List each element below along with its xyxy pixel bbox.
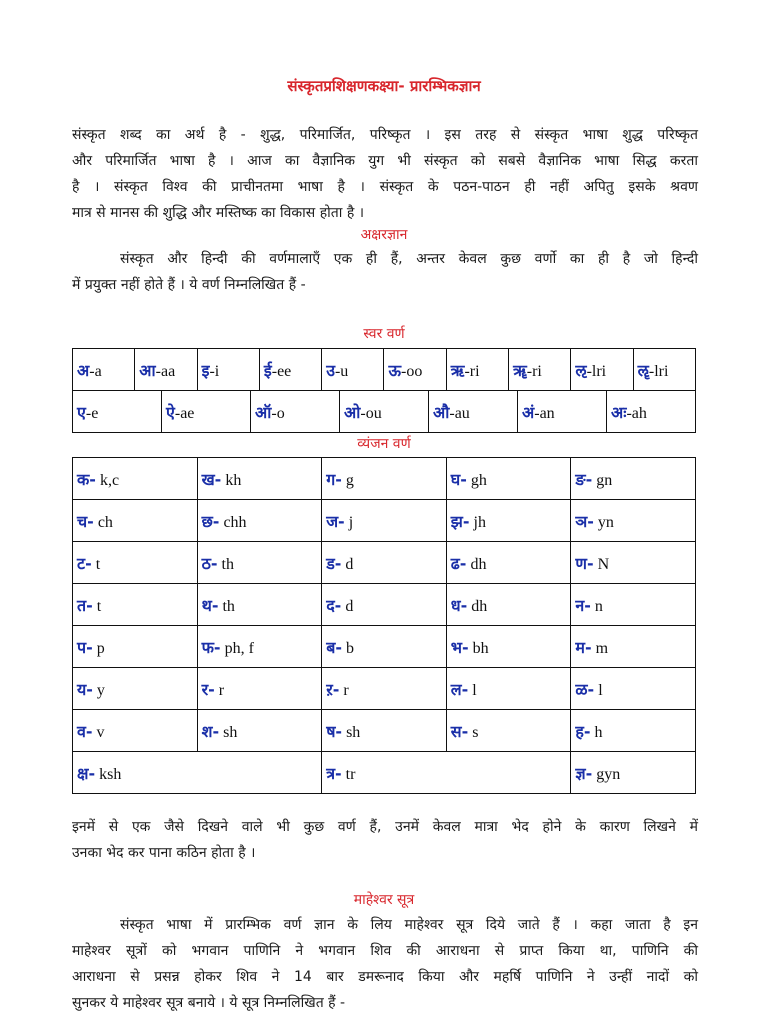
roman-transliteration: j (344, 513, 354, 531)
roman-transliteration: kh (221, 471, 242, 489)
letter-cell (73, 584, 198, 626)
vyanjan-row (73, 542, 696, 584)
letter-cell (322, 752, 571, 794)
akshar-heading: अक्षरज्ञान (360, 227, 408, 243)
note-paragraph (72, 814, 698, 866)
roman-transliteration: N (593, 555, 610, 573)
letter-cell (571, 458, 696, 500)
roman-transliteration: chh (219, 513, 247, 531)
roman-transliteration: -oo (401, 362, 423, 380)
roman-transliteration: jh (469, 513, 486, 531)
roman-transliteration: -aa (155, 362, 176, 380)
roman-transliteration: ksh (95, 765, 122, 783)
letter-cell (607, 391, 696, 433)
devanagari-letter: ष- (326, 721, 343, 741)
letter-cell (384, 349, 446, 391)
letter-cell (197, 710, 322, 752)
vyanjan-row (73, 500, 696, 542)
letter-cell (446, 584, 571, 626)
letter-cell (322, 458, 447, 500)
roman-transliteration: gh (466, 471, 487, 489)
intro-line: और परिमार्जित भाषा है । आज का वैज्ञानिक युग भी संस्कृत को सबसे वैज्ञानिक भाषा सिद्ध करता (72, 153, 698, 169)
devanagari-letter: श- (201, 721, 220, 741)
letter-cell (446, 458, 571, 500)
akshar-line: में प्रयुक्त नहीं होते हैं । ये वर्ण निम्नलिखित हैं - (72, 277, 306, 293)
intro-line: मात्र से मानस की शुद्धि और मस्तिष्क का विकास होता है । (72, 205, 365, 221)
devanagari-letter: ई (263, 360, 272, 380)
letter-cell (322, 668, 447, 710)
devanagari-letter: ज- (326, 511, 345, 531)
letter-cell (197, 626, 322, 668)
vyanjan-row (73, 626, 696, 668)
devanagari-letter: घ- (450, 469, 467, 489)
devanagari-letter: स- (450, 721, 469, 741)
devanagari-letter: ख- (201, 469, 222, 489)
roman-transliteration: -ou (360, 404, 382, 422)
letter-cell (571, 752, 696, 794)
roman-transliteration: p (92, 639, 105, 657)
letter-cell (571, 584, 696, 626)
roman-transliteration: gn (592, 471, 613, 489)
roman-transliteration: -ee (271, 362, 292, 380)
letter-cell (446, 668, 571, 710)
devanagari-letter: अः (611, 402, 627, 422)
devanagari-letter: म- (575, 637, 592, 657)
roman-transliteration: r (339, 681, 349, 699)
letter-cell (73, 710, 198, 752)
letter-cell (322, 542, 447, 584)
akshar-paragraph (72, 246, 698, 298)
devanagari-letter: आ (139, 360, 156, 380)
devanagari-letter: ऌ (575, 360, 587, 380)
devanagari-letter: इ (201, 360, 210, 380)
letter-cell (197, 668, 322, 710)
roman-transliteration: -u (334, 362, 349, 380)
roman-transliteration: v (92, 723, 105, 741)
vyanjan-table (72, 457, 696, 794)
letter-cell (73, 542, 198, 584)
roman-transliteration: r (214, 681, 225, 699)
letter-cell (340, 391, 429, 433)
intro-line: है । संस्कृत विश्व की प्राचीनतमा भाषा है । संस्कृत के पठन-पाठन ही नहीं अपितु इसके श्रवण (72, 179, 698, 195)
roman-transliteration: y (92, 681, 105, 699)
roman-transliteration: sh (342, 723, 361, 741)
letter-cell (571, 710, 696, 752)
swar-row (73, 349, 696, 391)
devanagari-letter: ण- (575, 553, 594, 573)
letter-cell (322, 500, 447, 542)
devanagari-letter: ऱ- (326, 679, 340, 699)
intro-paragraph (72, 122, 698, 226)
devanagari-letter: ल- (450, 679, 469, 699)
devanagari-letter: भ- (450, 637, 469, 657)
roman-transliteration: sh (219, 723, 238, 741)
letter-cell (197, 542, 322, 584)
letter-cell (197, 349, 259, 391)
letter-cell (197, 584, 322, 626)
letter-cell (571, 626, 696, 668)
letter-cell (197, 500, 322, 542)
vyanjan-heading: व्यंजन वर्ण (357, 436, 411, 452)
devanagari-letter: ञ- (575, 511, 594, 531)
roman-transliteration: dh (466, 555, 487, 573)
devanagari-letter: य- (77, 679, 93, 699)
devanagari-letter: थ- (201, 595, 219, 615)
letter-cell (162, 391, 251, 433)
roman-transliteration: k,c (95, 471, 120, 489)
roman-transliteration: -ri (526, 362, 542, 380)
roman-transliteration: n (590, 597, 603, 615)
roman-transliteration: tr (341, 765, 356, 783)
letter-cell (73, 349, 135, 391)
devanagari-letter: प- (77, 637, 93, 657)
letter-cell (446, 542, 571, 584)
letter-cell (429, 391, 518, 433)
roman-transliteration: -o (271, 404, 285, 422)
swar-row-1-table (72, 348, 696, 391)
devanagari-letter: औ (433, 402, 450, 422)
maheshwar-line: माहेश्वर सूत्रों को भगवान पाणिनि ने भगवान शिव की आराधना से प्राप्त किया था, पाणिनि की (72, 943, 698, 959)
devanagari-letter: ॡ (637, 360, 649, 380)
roman-transliteration: -ah (626, 404, 647, 422)
vyanjan-row (73, 458, 696, 500)
roman-transliteration: d (341, 555, 354, 573)
letter-cell (571, 668, 696, 710)
devanagari-letter: न- (575, 595, 591, 615)
devanagari-letter: क- (77, 469, 96, 489)
devanagari-letter: ळ- (575, 679, 595, 699)
letter-cell (571, 542, 696, 584)
letter-cell (446, 626, 571, 668)
roman-transliteration: -lri (586, 362, 607, 380)
devanagari-letter: उ (326, 360, 335, 380)
letter-cell (509, 349, 571, 391)
devanagari-letter: ठ- (201, 553, 218, 573)
roman-transliteration: -e (85, 404, 99, 422)
devanagari-letter: ऐ (166, 402, 175, 422)
roman-transliteration: g (341, 471, 354, 489)
devanagari-letter: ऋ (450, 360, 465, 380)
roman-transliteration: h (590, 723, 603, 741)
devanagari-letter: व- (77, 721, 93, 741)
roman-transliteration: b (341, 639, 354, 657)
roman-transliteration: l (594, 681, 603, 699)
roman-transliteration: -ri (464, 362, 480, 380)
devanagari-letter: ङ- (575, 469, 593, 489)
letter-cell (259, 349, 321, 391)
roman-transliteration: -an (534, 404, 555, 422)
devanagari-letter: ओ (344, 402, 361, 422)
swar-row-2-table (72, 390, 696, 433)
roman-transliteration: d (341, 597, 354, 615)
devanagari-letter: अं (522, 402, 535, 422)
devanagari-letter: ऑ (255, 402, 272, 422)
roman-transliteration: yn (593, 513, 614, 531)
roman-transliteration: l (468, 681, 477, 699)
roman-transliteration: bh (468, 639, 489, 657)
devanagari-letter: फ- (201, 637, 221, 657)
roman-transliteration: -a (89, 362, 102, 380)
letter-cell (73, 626, 198, 668)
roman-transliteration: t (92, 597, 102, 615)
devanagari-letter: क्ष- (77, 763, 96, 783)
letter-cell (73, 458, 198, 500)
roman-transliteration: -i (209, 362, 220, 380)
devanagari-letter: ह- (575, 721, 591, 741)
letter-cell (73, 752, 322, 794)
maheshwar-line: सुनकर ये माहेश्वर सूत्र बनाये । ये सूत्र निम्नलिखित हैं - (72, 995, 346, 1011)
swar-heading: स्वर वर्ण (363, 326, 405, 342)
devanagari-letter: ड- (326, 553, 342, 573)
devanagari-letter: छ- (201, 511, 220, 531)
maheshwar-line: संस्कृत भाषा में प्रारम्भिक वर्ण ज्ञान के लिय माहेश्वर सूत्र दिये जाते हैं । कहा जाता है इन (120, 917, 698, 933)
note-line: उनका भेद कर पाना कठिन होता है । (72, 845, 256, 861)
letter-cell (571, 349, 633, 391)
letter-cell (251, 391, 340, 433)
letter-cell (135, 349, 197, 391)
roman-transliteration: th (218, 597, 235, 615)
swar-row (73, 391, 696, 433)
roman-transliteration: ch (93, 513, 113, 531)
letter-cell (197, 458, 322, 500)
devanagari-letter: ध- (450, 595, 468, 615)
letter-cell (322, 626, 447, 668)
letter-cell (446, 500, 571, 542)
roman-transliteration: -lri (648, 362, 669, 380)
vyanjan-row (73, 752, 696, 794)
devanagari-letter: झ- (450, 511, 470, 531)
roman-transliteration: m (591, 639, 609, 657)
devanagari-letter: ब- (326, 637, 342, 657)
devanagari-letter: ढ- (450, 553, 467, 573)
roman-transliteration: -au (449, 404, 470, 422)
letter-cell (73, 668, 198, 710)
devanagari-letter: त्र- (326, 763, 342, 783)
devanagari-letter: ज्ञ- (575, 763, 593, 783)
akshar-line: संस्कृत और हिन्दी की वर्णमालाएँ एक ही हैं, अन्तर केवल कुछ वर्णो का ही है जो हिन्दी (120, 251, 698, 267)
letter-cell (446, 349, 508, 391)
devanagari-letter: ॠ (513, 360, 527, 380)
devanagari-letter: ए (77, 402, 86, 422)
devanagari-letter: ट- (77, 553, 92, 573)
roman-transliteration: th (217, 555, 234, 573)
letter-cell (571, 500, 696, 542)
roman-transliteration: t (91, 555, 101, 573)
devanagari-letter: च- (77, 511, 94, 531)
letter-cell (518, 391, 607, 433)
vyanjan-row (73, 584, 696, 626)
devanagari-letter: ऊ (388, 360, 402, 380)
letter-cell (73, 500, 198, 542)
devanagari-letter: द- (326, 595, 342, 615)
note-line: इनमें से एक जैसे दिखने वाले भी कुछ वर्ण हैं, उनमें केवल मात्रा भेद होने के कारण लिखने में (72, 819, 698, 835)
letter-cell (322, 349, 384, 391)
letter-cell (446, 710, 571, 752)
devanagari-letter: अ (77, 360, 90, 380)
letter-cell (322, 710, 447, 752)
roman-transliteration: s (468, 723, 479, 741)
maheshwar-paragraph (72, 912, 698, 1016)
maheshwar-heading: माहेश्वर सूत्र (353, 892, 415, 908)
roman-transliteration: -ae (174, 404, 195, 422)
vyanjan-row (73, 668, 696, 710)
roman-transliteration: gyn (592, 765, 621, 783)
vyanjan-row (73, 710, 696, 752)
roman-transliteration: ph, f (220, 639, 254, 657)
letter-cell (73, 391, 162, 433)
page-title: संस्कृतप्रशिक्षणकक्ष्या- प्रारम्भिकज्ञान (287, 77, 481, 95)
letter-cell (633, 349, 695, 391)
roman-transliteration: dh (467, 597, 488, 615)
intro-line: संस्कृत शब्द का अर्थ है - शुद्ध, परिमार्जित, परिष्कृत । इस तरह से संस्कृत भाषा शुद्ध परिष्कृत (72, 127, 698, 143)
devanagari-letter: र- (201, 679, 215, 699)
letter-cell (322, 584, 447, 626)
devanagari-letter: त- (77, 595, 93, 615)
devanagari-letter: ग- (326, 469, 342, 489)
maheshwar-line: आराधना से प्रसन्न होकर शिव ने 14 बार डमरूनाद किया और महर्षि पाणिनि ने उन्हीं नादों को (72, 969, 698, 985)
